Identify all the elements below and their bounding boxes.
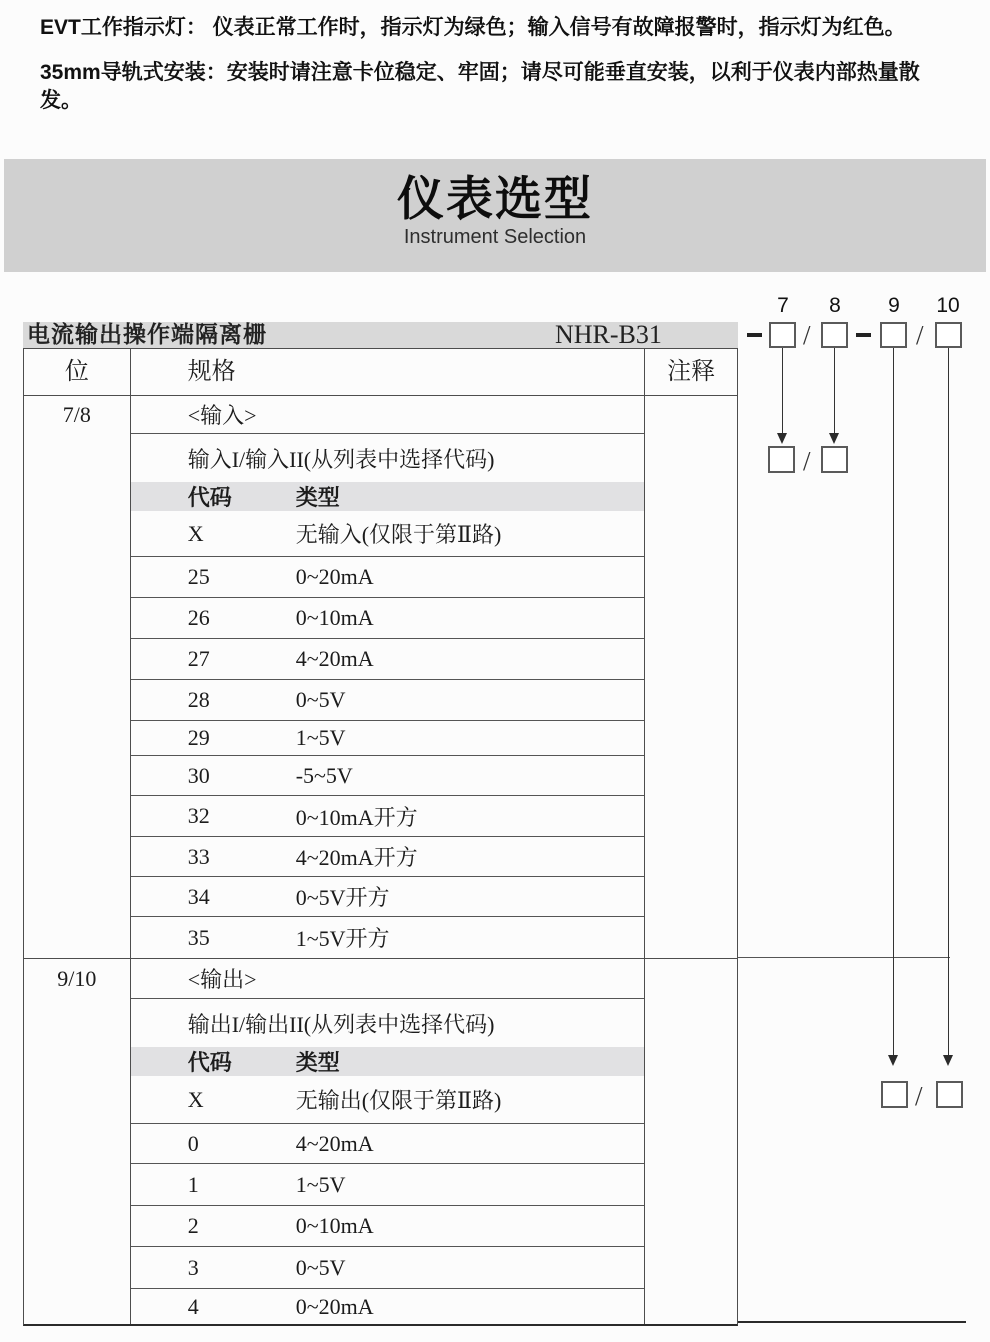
- slash-separator: /: [803, 320, 811, 350]
- row-type: 0~10mA开方: [295, 804, 418, 830]
- input-code-box-2: [821, 446, 848, 473]
- section-banner: [4, 159, 986, 272]
- order-box-digit-10: [935, 322, 962, 348]
- table-row: [131, 511, 645, 557]
- spec-cell-output: [131, 959, 646, 1324]
- digit-10: 10: [936, 294, 960, 317]
- slash-separator: /: [803, 446, 811, 476]
- column-header-spec: 规格: [131, 349, 646, 395]
- bit-cell-7-8: [24, 396, 131, 958]
- table-row: [131, 1076, 645, 1124]
- selection-table: [23, 322, 738, 1326]
- product-name: 电流输出操作端隔离栅: [27, 322, 267, 347]
- order-box-digit-9: [880, 322, 907, 348]
- row-code: 27: [187, 646, 210, 671]
- row-code: 3: [187, 1254, 199, 1280]
- row-type: -5~5V: [295, 762, 353, 788]
- table-row: [131, 680, 645, 721]
- note-rail-mounting: 35mm导轨式安装：安装时请注意卡位稳定、牢固；请尽可能垂直安装，以利于仪表内部热量散发。: [40, 61, 920, 112]
- output-code-box-2: [936, 1081, 963, 1108]
- row-type: 0~20mA: [295, 564, 374, 589]
- row-code: 34: [187, 883, 210, 909]
- order-box-digit-8: [821, 322, 848, 348]
- arrow-line-9: [893, 348, 894, 1056]
- row-code: 25: [187, 564, 210, 589]
- row-type: 0~5V: [295, 687, 346, 712]
- row-type: 1~5V: [295, 1171, 346, 1197]
- row-code: 33: [187, 843, 210, 869]
- spec-cell-input: [131, 396, 646, 958]
- row-code: 2: [187, 1213, 199, 1238]
- banner-title: 仪表选型: [397, 172, 593, 225]
- table-row: [131, 1247, 645, 1289]
- note-evt-indicator: EVT工作指示灯： 仪表正常工作时，指示灯为绿色；输入信号有故障报警时，指示灯为红色。: [40, 16, 906, 39]
- row-code: X: [187, 520, 204, 546]
- output-code-box-1: [881, 1081, 908, 1108]
- table-row: [131, 796, 645, 837]
- row-code: 0: [187, 1130, 199, 1156]
- table-frame: [23, 348, 738, 1326]
- arrow-down-icon: [943, 1055, 953, 1066]
- row-code: X: [187, 1086, 204, 1112]
- row-type: 0~5V: [295, 1254, 346, 1280]
- row-type: 4~20mA: [295, 1130, 374, 1156]
- table-row: [131, 917, 645, 958]
- table-row: [131, 877, 645, 917]
- column-header-bit: 位: [24, 349, 131, 395]
- code-header-label: 代码: [187, 1050, 232, 1075]
- row-code: 1: [187, 1171, 199, 1197]
- row-code: 26: [187, 605, 210, 630]
- table-row: [131, 1289, 645, 1324]
- product-model: NHR-B31: [555, 320, 662, 349]
- digit-9: 9: [888, 294, 900, 317]
- table-row: [131, 1164, 645, 1206]
- table-section-output: [24, 958, 737, 1324]
- spec-header-row: <输入>: [131, 396, 645, 434]
- arrow-down-icon: [829, 433, 839, 444]
- table-row: [131, 639, 645, 680]
- row-type: 0~10mA: [295, 605, 374, 630]
- row-type: 1~5V开方: [295, 926, 390, 951]
- row-code: 32: [187, 803, 210, 828]
- type-header-label: 类型: [295, 1050, 340, 1075]
- digit-7: 7: [777, 294, 789, 317]
- table-row: [131, 837, 645, 877]
- input-code-box-1: [768, 446, 795, 473]
- table-row: [131, 1124, 645, 1164]
- slash-separator: /: [915, 1081, 923, 1111]
- arrow-line-8: [834, 348, 835, 434]
- table-row: [131, 756, 645, 796]
- bit-cell-9-10: [24, 959, 131, 1324]
- row-code: 35: [187, 924, 210, 950]
- code-header-row: [131, 482, 645, 511]
- spec-subheader-row: 输入I/输入II(从列表中选择代码): [187, 446, 495, 472]
- spec-header-row: <输出>: [131, 959, 645, 999]
- table-header-row: [24, 348, 737, 396]
- table-row: [131, 1206, 645, 1247]
- order-box-digit-7: [769, 322, 796, 348]
- product-bar: [23, 322, 738, 348]
- note-cell: [645, 396, 737, 958]
- bit-label: 7/8: [62, 402, 91, 427]
- row-type: 0~10mA: [295, 1213, 374, 1238]
- table-section-input: [24, 396, 737, 958]
- row-type: 0~5V开方: [295, 885, 390, 910]
- dash-connector-icon: [856, 333, 871, 337]
- note-cell: [645, 959, 737, 1324]
- column-header-note: 注释: [667, 359, 716, 385]
- arrow-line-10: [948, 348, 949, 1056]
- row-code: 29: [187, 725, 210, 750]
- table-bottom-extension: [738, 1321, 966, 1323]
- type-header-label: 类型: [295, 485, 340, 510]
- row-type: 4~20mA: [295, 646, 374, 671]
- row-type: 0~20mA: [295, 1293, 374, 1319]
- spec-subheader-row: 输出I/输出II(从列表中选择代码): [187, 1011, 495, 1037]
- row-code: 4: [187, 1293, 199, 1319]
- section-divider-extension: [738, 957, 950, 958]
- code-header-label: 代码: [187, 485, 232, 510]
- slash-separator: /: [916, 320, 924, 350]
- row-code: 28: [187, 687, 210, 712]
- row-type: 1~5V: [295, 725, 346, 750]
- bit-label: 9/10: [57, 966, 97, 991]
- row-type: 4~20mA开方: [295, 845, 418, 870]
- table-row: [131, 721, 645, 756]
- table-row: [131, 557, 645, 598]
- top-notes: [40, 14, 960, 132]
- row-code: 30: [187, 762, 210, 788]
- code-header-row: [131, 1047, 645, 1076]
- dash-connector-icon: [747, 333, 762, 337]
- digit-8: 8: [829, 294, 841, 317]
- row-type: 无输出(仅限于第Ⅱ路): [295, 1088, 502, 1113]
- arrow-down-icon: [777, 433, 787, 444]
- arrow-down-icon: [888, 1055, 898, 1066]
- banner-subtitle: Instrument Selection: [403, 226, 587, 248]
- row-type: 无输入(仅限于第Ⅱ路): [295, 522, 502, 547]
- table-row: [131, 598, 645, 639]
- arrow-line-7: [782, 348, 783, 434]
